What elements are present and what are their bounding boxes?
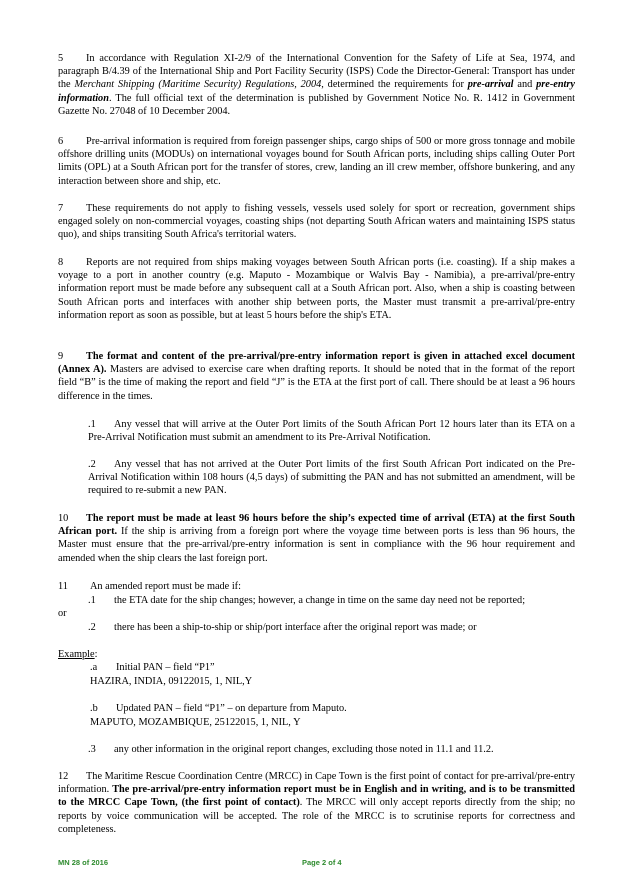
paragraph-5 [58, 52, 575, 118]
item-number: .1 [88, 595, 96, 606]
paragraph-number: 12 [58, 771, 69, 782]
paragraph-number: 6 [58, 136, 64, 147]
item-number: .3 [88, 744, 96, 755]
item-11-3 [88, 743, 494, 756]
paragraph-number: 8 [58, 257, 64, 268]
paragraph-text: Masters are advised to exercise care when drafting reports. It should be noted that in the format of the report field “B” is the time of making the report and field “J” is the ETA at the first port of call. There should be at least a 96 hours difference in the times. [58, 364, 575, 402]
subparagraph-number: .1 [88, 419, 96, 430]
item-number: .2 [88, 622, 96, 633]
paragraph-8 [58, 256, 575, 322]
paragraph-10 [58, 512, 575, 565]
paragraph-number: 7 [58, 203, 64, 214]
paragraph-12 [58, 770, 575, 836]
example-number: .a [90, 662, 98, 673]
subparagraph-text: Any vessel that has not arrived at the Outer Port limits of the first South African Port indicated on the Pre-Arrival Notification within 108 hours (4,5 days) of submitting the PAN and has not submitted an amendment, will be required to re-submit a new PAN. [88, 459, 575, 497]
paragraph-text: . The MRCC will only accept reports directly from the ship; no reports by voice communication will be accepted. The role of the MRCC is to scrutinise reports for correctness and completeness. [58, 797, 576, 835]
paragraph-text: An amended report must be made if: [90, 581, 241, 592]
item-text: any other information in the original report changes, excluding those noted in 11.1 and 11.2. [114, 744, 494, 755]
example-a [90, 661, 215, 674]
footer-notice-number: MN 28 of 2016 [58, 858, 109, 867]
paragraph-text: , determined the requirements for [321, 79, 468, 91]
emphasis-pre-arrival: pre-arrival [467, 79, 514, 91]
subparagraph-number: .2 [88, 459, 96, 470]
paragraph-bold-text: The report must be made at least 96 hours before the ship’s expected time of arrival (ETA) at the first South African port. [58, 513, 575, 538]
paragraph-text: Reports are not required from ships making voyages between South African ports (i.e. coasting). If a ship makes a voyage to a port in another country (e.g. Maputo - Mozambique or Walvis Bay - Namibia), a pre-arrival/pre-entry information report must be made before any subsequent call at a South African port. Also, when a ship is coasting between South African ports and interfaces with another ship between ports, the Master must transmit a pre-arrival/pre-entry information report as soon as possible, but at least 5 hours before the ship's ETA. [58, 257, 575, 321]
item-text: there has been a ship-to-ship or ship/port interface after the original report was made; or [114, 622, 477, 633]
example-b-value: MAPUTO, MOZAMBIQUE, 25122015, 1, NIL, Y [90, 717, 301, 728]
paragraph-text: These requirements do not apply to fishing vessels, vessels used solely for sport or recreation, government ships engaged solely on non-commercial voyages, coasting ships (not departing South African waters and maintaining ISPS status quo), and ships transiting South Africa's territorial waters. [58, 203, 575, 241]
paragraph-number: 5 [58, 53, 64, 64]
paragraph-number: 10 [58, 513, 69, 524]
subparagraph-text: Any vessel that will arrive at the Outer Port limits of the South African Port 12 hours later than its ETA on a Pre-Arrival Notification must submit an amendment to its Pre-Arrival Notification. [88, 419, 575, 444]
example-label: Example [58, 649, 95, 660]
paragraph-text: Pre-arrival information is required from foreign passenger ships, cargo ships of 500 or more gross tonnage and mobile offshore drilling units (MODUs) on international voyages bound for South African ports, including ships calling Outer Port limits (OPL) at a South African port for the transfer of stores, crew, landing an ill crew member, offshore bunkering, and any interaction between shore and ship, etc. [58, 136, 575, 187]
paragraph-6 [58, 135, 575, 188]
paragraph-bold-text: The pre-arrival/pre-entry information report must be in English and in writing, and is to be transmitted to the MRCC Cape Town, (the first point of contact) [58, 784, 575, 809]
paragraph-text: If the ship is arriving from a foreign port where the voyage time between ports is less than 96 hours, the Master must ensure that the pre-arrival/pre-entry information is sent in compliance with the 96 hour requirement and amended when the ship clears the last foreign port. [58, 526, 575, 564]
subparagraph-9-1 [88, 418, 575, 444]
item-11-2 [88, 621, 477, 634]
or-connector: or [58, 608, 67, 619]
item-11-1 [88, 594, 525, 607]
paragraph-bold-text: The format and content of the pre-arrival/pre-entry information report is given in attached excel document (Annex A). [58, 351, 575, 376]
example-a-value: HAZIRA, INDIA, 09122015, 1, NIL,Y [90, 676, 253, 687]
emphasis-pre-entry: pre-entry information [58, 79, 575, 104]
paragraph-7 [58, 202, 575, 242]
example-colon: : [94, 649, 98, 660]
paragraph-number: 11 [58, 581, 68, 592]
paragraph-text: . The full official text of the determination is published by Government Notice No. R. 1412 in Government Gazette No. 27048 of 10 December 2004. [58, 92, 575, 117]
example-b [90, 702, 347, 715]
paragraph-11 [58, 580, 241, 593]
item-text: the ETA date for the ship changes; however, a change in time on the same day need not be reported; [114, 595, 526, 606]
paragraph-text: and [513, 79, 537, 91]
example-heading [58, 648, 97, 661]
paragraph-number: 9 [58, 351, 64, 362]
paragraph-9 [58, 350, 575, 403]
footer-page-number: Page 2 of 4 [302, 858, 342, 867]
regulation-title: Merchant Shipping (Maritime Security) Regulations, 2004 [74, 79, 322, 91]
example-text: Updated PAN – field “P1” – on departure from Maputo. [116, 703, 347, 714]
example-number: .b [90, 703, 98, 714]
paragraph-text: The Maritime Rescue Coordination Centre (MRCC) in Cape Town is the first point of contact for pre-arrival/pre-entry information. [58, 771, 575, 796]
example-text: Initial PAN – field “P1” [116, 662, 215, 673]
subparagraph-9-2 [88, 458, 575, 498]
paragraph-text: In accordance with Regulation XI-2/9 of the International Convention for the Safety of Life at Sea, 1974, and paragraph B/4.39 of the International Ship and Port Facility Security (ISPS) Code the Director-General: Transport has under the [58, 53, 575, 91]
